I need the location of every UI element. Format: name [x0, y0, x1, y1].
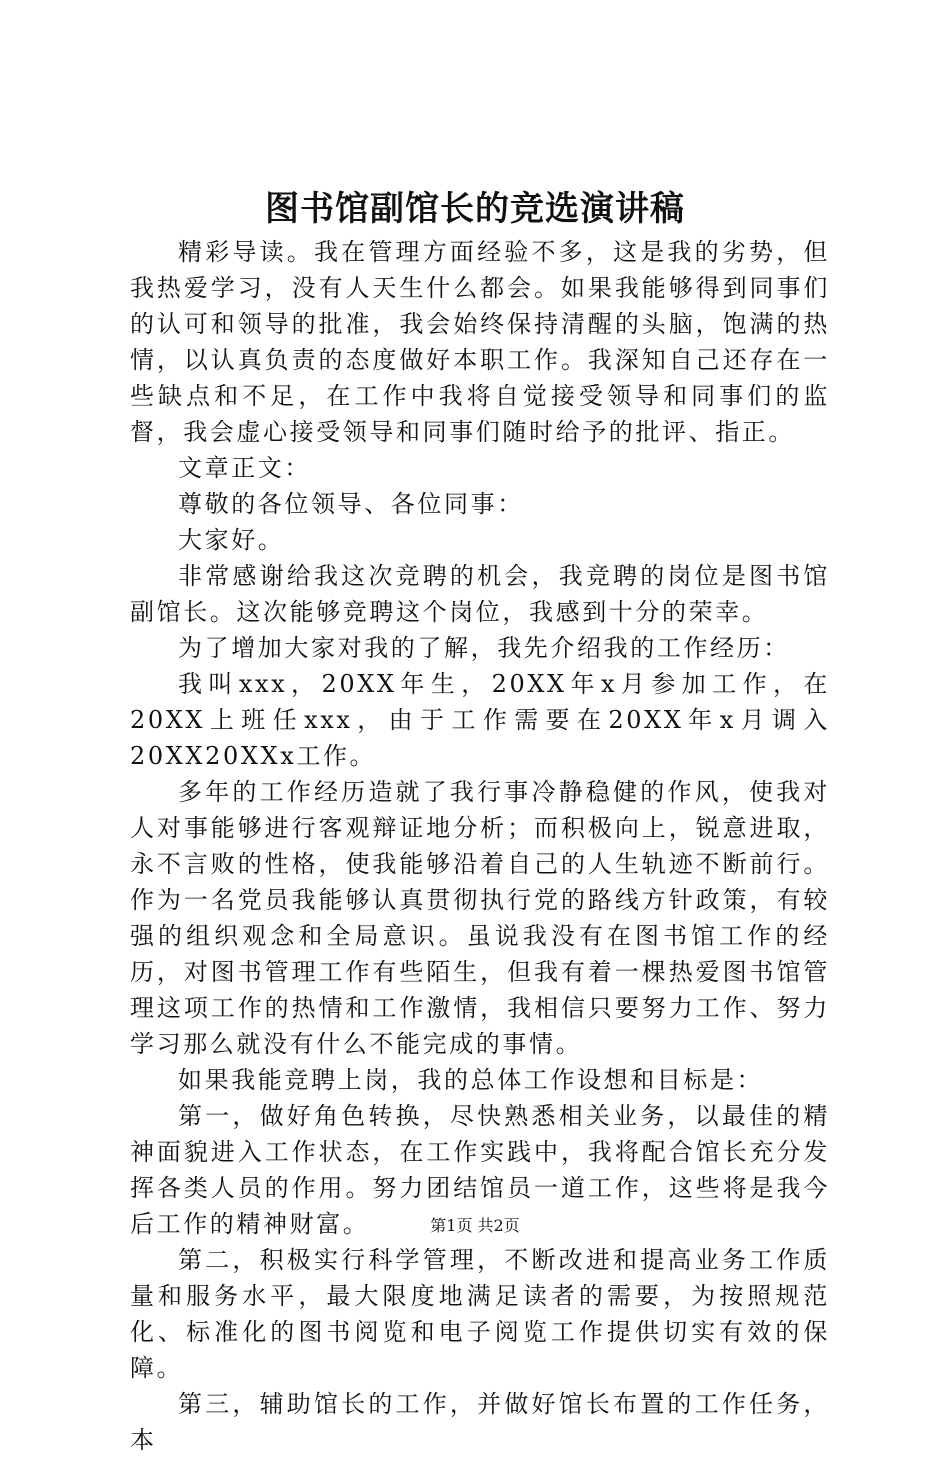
paragraph-intro: 精彩导读。我在管理方面经验不多，这是我的劣势，但我热爱学习，没有人天生什么都会。如果我能够得到同事们的认可和领导的批准，我会始终保持清醒的头脑，饱满的热情，以认真负责的态度做好本职工作。我深知自己还存在一些缺点和不足，在工作中我将自觉接受领导和同事们的监督，我会虚心接受领导和同事们随时给予的批评、指正。 [130, 238, 830, 446]
paragraph-experience-intro: 为了增加大家对我的了解，我先介绍我的工作经历： [178, 634, 790, 662]
document-title: 图书馆副馆长的竞选演讲稿 [265, 189, 685, 229]
paragraph-greeting: 大家好。 [178, 526, 285, 554]
paragraph-self-intro: 我叫xxx，20XX年生，20XX年x月参加工作，在20XX上班任xxx，由于工作需要在20XX年x月调入20XX20XXx工作。 [130, 670, 830, 770]
document-body [130, 234, 830, 1458]
page-footer: 第1页 共2页 [430, 1216, 520, 1235]
paragraph-goal-3: 第三，辅助馆长的工作，并做好馆长布置的工作任务，本 [130, 1390, 830, 1454]
paragraph-goal-1: 第一，做好角色转换，尽快熟悉相关业务，以最佳的精神面貌进入工作状态，在工作实践中，我将配合馆长充分发挥各类人员的作用。努力团结馆员一道工作，这些将是我今后工作的精神财富。 [130, 1102, 830, 1238]
paragraph-goals-intro: 如果我能竞聘上岗，我的总体工作设想和目标是： [178, 1066, 764, 1094]
paragraph-character: 多年的工作经历造就了我行事冷静稳健的作风，使我对人对事能够进行客观辩证地分析；而积极向上，锐意进取，永不言败的性格，使我能够沿着自己的人生轨迹不断前行。作为一名党员我能够认真贯彻执行党的路线方针政策，有较强的组织观念和全局意识。虽说我没有在图书馆工作的经历，对图书管理工作有些陌生，但我有着一棵热爱图书馆管理这项工作的热情和工作激情，我相信只要努力工作、努力学习那么就没有什么不能完成的事情。 [130, 778, 830, 1058]
paragraph-salutation: 尊敬的各位领导、各位同事： [178, 490, 524, 518]
paragraph-goal-2: 第二，积极实行科学管理，不断改进和提高业务工作质量和服务水平，最大限度地满足读者的需要，为按照规范化、标准化的图书阅览和电子阅览工作提供切实有效的保障。 [130, 1246, 830, 1382]
paragraph-article-label: 文章正文： [178, 454, 311, 482]
paragraph-thanks: 非常感谢给我这次竞聘的机会，我竞聘的岗位是图书馆副馆长。这次能够竞聘这个岗位，我感到十分的荣幸。 [130, 562, 830, 626]
